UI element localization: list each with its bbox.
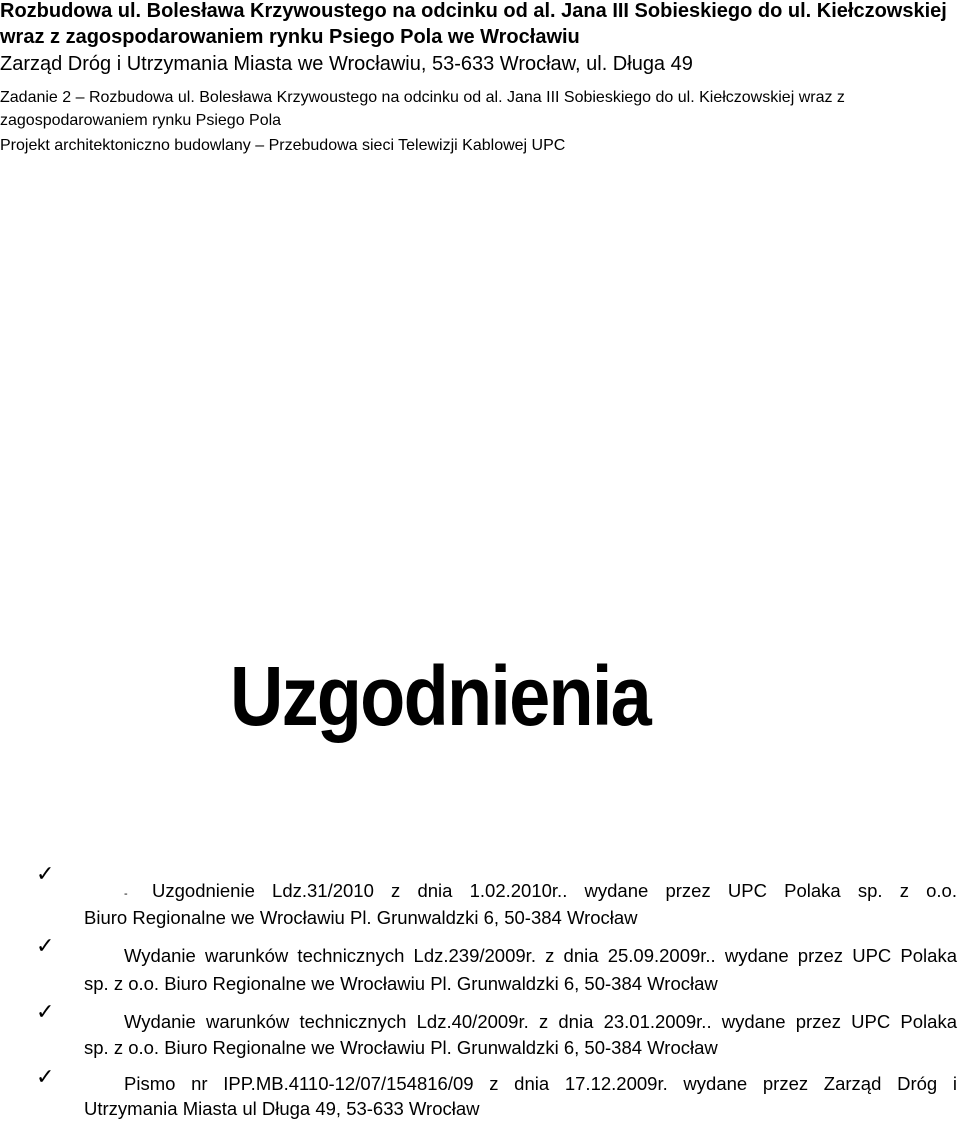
page-title: Uzgodnienia: [229, 649, 651, 743]
item-4-line-1: Pismo nr IPP.MB.4110-12/07/154816/09 z dnia 17.12.2009r. wydane przez Zarząd Dróg i: [124, 1073, 957, 1094]
checkmark-icon: ✓: [36, 934, 55, 959]
item-1-line-1: [84, 880, 957, 902]
checkmark-icon: ✓: [36, 1000, 55, 1025]
header-owner-line: Zarząd Dróg i Utrzymania Miasta we Wrocławiu, 53-633 Wrocław, ul. Długa 49: [0, 53, 693, 75]
item-4-line-2: Utrzymania Miasta ul Długa 49, 53-633 Wrocław: [84, 1098, 480, 1119]
item-3-line-2: sp. z o.o. Biuro Regionalne we Wrocławiu Pl. Grunwaldzki 6, 50-384 Wrocław: [84, 1037, 718, 1058]
checkmark-icon: ✓: [36, 862, 55, 887]
item-1-line-1-text: Uzgodnienie Ldz.31/2010 z dnia 1.02.2010r.. wydane przez UPC Polaka sp. z o.o.: [152, 880, 957, 901]
item-1-line-2: Biuro Regionalne we Wrocławiu Pl. Grunwaldzki 6, 50-384 Wrocław: [84, 907, 638, 928]
header-title-line-2: wraz z zagospodarowaniem rynku Psiego Pola we Wrocławiu: [0, 26, 580, 48]
header-title-line-1: Rozbudowa ul. Bolesława Krzywoustego na odcinku od al. Jana III Sobieskiego do ul. Kiełczowskiej: [0, 0, 947, 22]
item-2-line-1: Wydanie warunków technicznych Ldz.239/2009r. z dnia 25.09.2009r.. wydane przez UPC Polaka: [124, 945, 957, 966]
item-2-line-2: sp. z o.o. Biuro Regionalne we Wrocławiu Pl. Grunwaldzki 6, 50-384 Wrocław: [84, 973, 718, 994]
task-description-line-2: zagospodarowaniem rynku Psiego Pola: [0, 112, 282, 129]
project-description-line: Projekt architektoniczno budowlany – Przebudowa sieci Telewizji Kablowej UPC: [0, 137, 566, 154]
item-1-dash: -: [124, 888, 128, 900]
checkmark-icon: ✓: [36, 1065, 55, 1090]
item-3-line-1: Wydanie warunków technicznych Ldz.40/2009r. z dnia 23.01.2009r.. wydane przez UPC Polaka: [124, 1011, 957, 1032]
task-description-line-1: Zadanie 2 – Rozbudowa ul. Bolesława Krzywoustego na odcinku od al. Jana III Sobieskiego do ul. Kiełczowskiej wraz z: [0, 89, 845, 106]
